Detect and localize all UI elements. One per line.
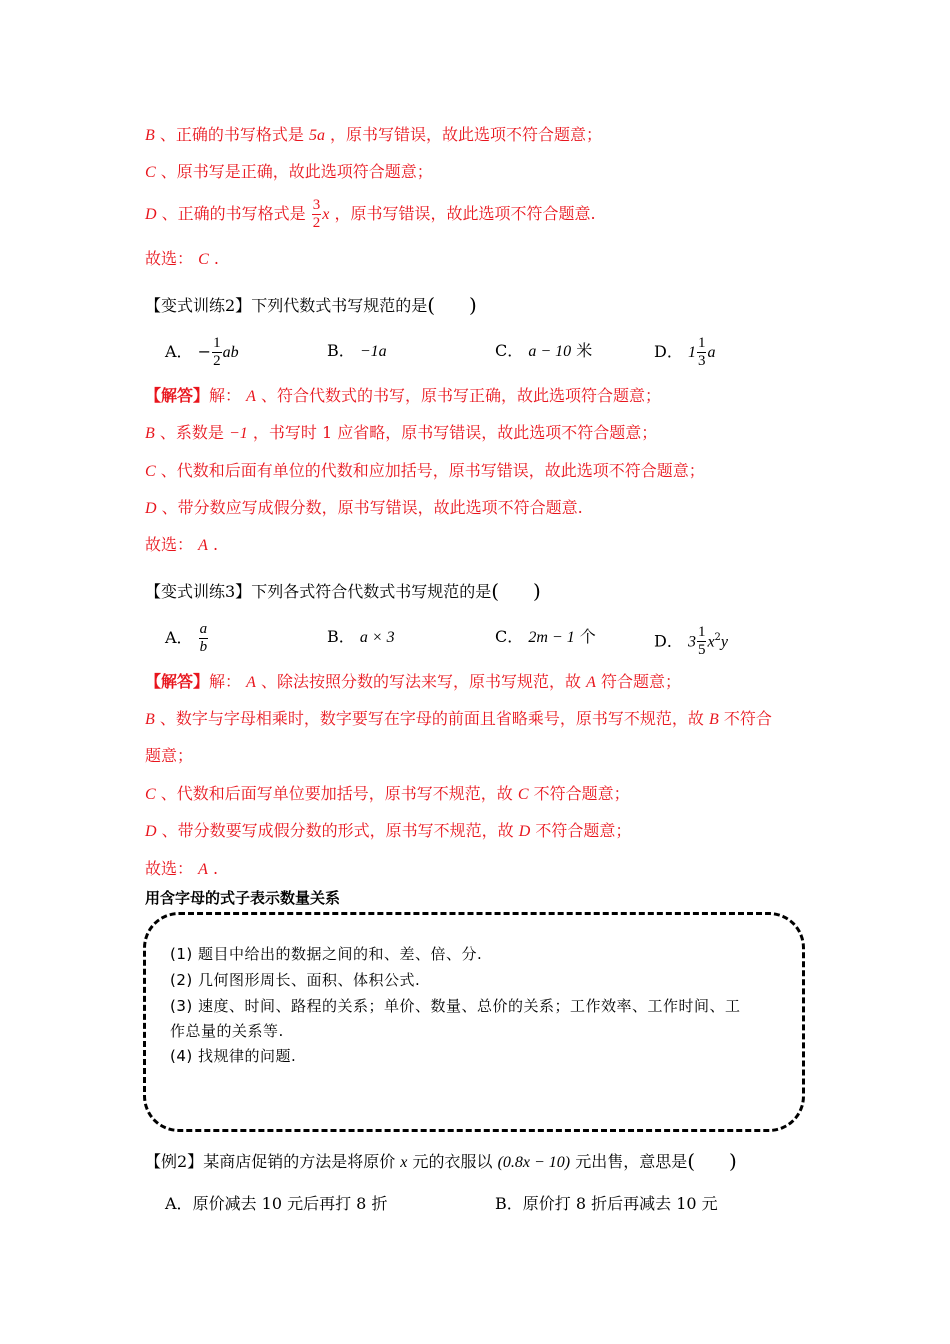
solution-line-c: C 、原书写是正确，故此选项符合题意；: [145, 162, 433, 181]
q3-option-b: B． a × 3: [327, 627, 395, 646]
ex2-option-a: A．原价减去 10 元后再打 8 折: [165, 1194, 388, 1213]
question-2: 【变式训练2】下列代数式书写规范的是( ): [145, 293, 477, 317]
box-item-4: (4) 找规律的问题.: [170, 1047, 297, 1065]
question-3: 【变式训练3】下列各式符合代数式书写规范的是( ): [145, 579, 541, 603]
knowledge-box: [143, 912, 805, 1132]
q3-option-a: A． $\frac{a}{b}$: [165, 621, 208, 655]
q3-solution-b: B 、数字与字母相乘时，数字要写在字母的前面且省略乘号，原书写不规范，故 B 不符合: [145, 709, 772, 728]
example-2: 【例2】某商店促销的方法是将原价 x 元的衣服以 (0.8x − 10) 元出售，意思是( ): [145, 1149, 737, 1173]
q2-option-c: C． a − 10 米: [495, 341, 593, 360]
q2-answer: 故选： A .: [145, 535, 219, 554]
ex2-option-b: B．原价打 8 折后再减去 10 元: [495, 1194, 718, 1213]
q3-solution-a: 【解答】解： A 、除法按照分数的写法来写，原书写规范，故 A 符合题意；: [145, 672, 681, 691]
q2-solution-a: 【解答】解： A 、符合代数式的书写，原书写正确，故此选项符合题意；: [145, 386, 661, 405]
solution-line-d: D 、正确的书写格式是 $\frac{3}{2}$ x ，原书写错误，故此选项不符合题意.: [145, 197, 596, 231]
q3-solution-c: C 、代数和后面写单位要加括号，原书写不规范，故 C 不符合题意；: [145, 784, 630, 803]
box-item-3-cont: 作总量的关系等.: [170, 1022, 284, 1040]
q3-option-d: D． 3 $\frac{1}{5}$ $x^2y$: [654, 624, 729, 659]
solution-line-b: B 、正确的书写格式是 5a ，原书写错误，故此选项不符合题意；: [145, 125, 603, 144]
answer-line: 故选： C .: [145, 249, 219, 268]
q3-option-c: C． 2m − 1 个: [495, 627, 596, 646]
q2-option-b: B． −1a: [327, 341, 387, 360]
box-item-3: (3) 速度、时间、路程的关系；单价、数量、总价的关系；工作效率、工作时间、工: [170, 997, 741, 1015]
section-title: 用含字母的式子表示数量关系: [145, 889, 341, 907]
box-item-1: (1) 题目中给出的数据之间的和、差、倍、分.: [170, 945, 483, 963]
q3-answer: 故选： A .: [145, 859, 219, 878]
q2-solution-b: B 、系数是 −1 ，书写时 1 应省略，原书写错误，故此选项不符合题意；: [145, 423, 658, 442]
box-item-2: (2) 几何图形周长、面积、体积公式.: [170, 971, 421, 989]
q3-solution-b-cont: 题意；: [145, 746, 194, 765]
q2-solution-c: C 、代数和后面有单位的代数和应加括号，原书写错误，故此选项不符合题意；: [145, 461, 705, 480]
q2-option-a: A． − $\frac{1}{2}$ ab: [165, 335, 239, 369]
q2-option-d: D． 1 $\frac{1}{3}$ a: [654, 335, 716, 369]
q2-solution-d: D 、带分数应写成假分数，原书写错误，故此选项不符合题意.: [145, 498, 583, 517]
q3-solution-d: D 、带分数要写成假分数的形式，原书写不规范，故 D 不符合题意；: [145, 821, 632, 840]
